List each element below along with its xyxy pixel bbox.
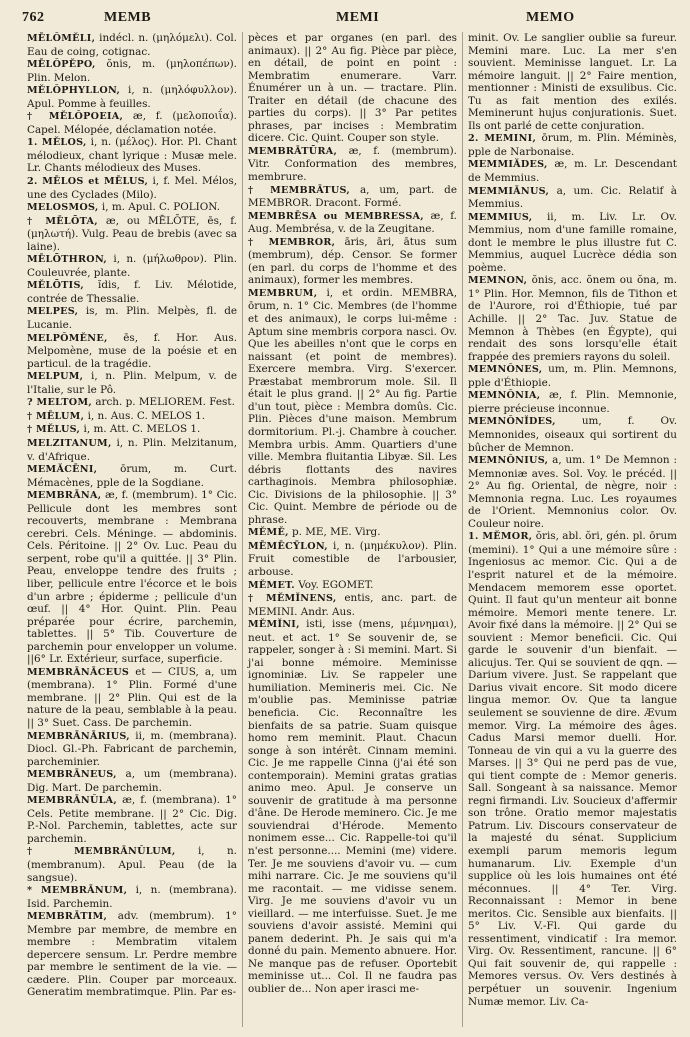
entry-definition: i, m. Att. C. MELOS 1. [83, 423, 201, 436]
entry-definition: ŏris, abl. ŏri, gén. pl. ōrum (memini). 1° Qui a une mémoire sûre : Ingeniosus ac memor. Cic. Qui a de l'esprit naturel et de la mémoire. Mendacem memorem esse oportet. Quint. Il faut qu'un menteur ait bonne mémoire. Memori mente tenere. Lr. Avoir fixé dans la mémoire. || 2° Qui se souvient : Memor beneficii. Cic. Qui garde le souvenir d'un bienfait. — alicujus. Ter. Qui se souvient de qqn. — Darium vivere. Just. Se rappelant que Darius vivait encore. Sit modo dicere lingua memor. Ov. Que ta langue seulement se souvienne de dire. Ævum memor. Virg. La mémoire des âges. Cadus Marsi memor duelli. Hor. Tonneau de vin qui a vu la guerre des Marses. || 3° Qui ne perd pas de vue, qui tient compte de : Memor generis. Sall. Songeant à sa naissance. Memor regni firmandi. Liv. Soucieux d'affermir son trône. Oratio memor majestatis Patrum. Liv. Discours conservateur de la majesté du sénat. Supplicium exempli parum memoris legum humanarum. Liv. Exemple d'un supplice où les lois humaines ont été méconnues. || 4° Ter. Virg. Reconnaissant : Memor in bene meritos. Cic. Sensible aux bienfaits. || 5° Liv. V.-Fl. Qui garde du ressentiment, vindicatif : Ira memor. Virg. Ov. Ressentiment, rancune. || 6° Qui fait souvenir de, qui rappelle : Memores versus. Ov. Vers destinés à perpétuer un souvenir. Ingenium Numæ memor. Liv. Ca- [468, 530, 677, 1008]
entry-definition: ĭdis, f. Liv. Mélotide, contrée de Thessalie. [27, 279, 237, 305]
entry-definition: i, n. Aus. C. MELOS 1. [87, 409, 206, 422]
entry-headword: MELOSMOS, [27, 202, 99, 214]
entry-headword: 2. MEMINI, [468, 133, 537, 145]
dictionary-entry [248, 579, 457, 593]
entry-definition: ōrum, m. Curt. Mémacènes, pple de la Sogdiane. [27, 463, 237, 489]
entry-definition: a, um. Cic. Relatif à Memmius. [468, 184, 678, 211]
entry-definition: āris, āri, ātus sum (membrum), dép. Censor. Se former (en parl. du corps de l'homme et des animaux), former les membres. [248, 235, 457, 287]
dictionary-entry [27, 201, 237, 215]
entry-definition: ēs, f. Hor. Aus. Melpomène, muse de la poésie et en particul. de la tragédie. [27, 331, 237, 370]
dictionary-entry [468, 274, 677, 363]
entry-headword: MEMNŎNIUS, [468, 455, 549, 467]
entry-headword: MELZITANUM, [27, 437, 112, 449]
dictionary-entry [27, 175, 237, 201]
page-number: 762 [22, 10, 45, 25]
dictionary-entry [27, 768, 237, 794]
entry-definition: entis, anc. part. de MEMINI. Andr. Aus. [248, 592, 457, 618]
entry-headword: MEMBRĒSA ou MEMBRESSA, [248, 210, 424, 222]
entry-headword: MEMBRĀTŪRA, [248, 145, 338, 157]
entry-definition: i, n. (μήλωθρον). Plin. Couleuvrée, plante. [27, 253, 237, 279]
entry-headword: † MĒLUM, [27, 410, 85, 422]
column-middle [242, 32, 462, 1027]
dictionary-entry [27, 58, 237, 84]
entry-headword: MĒLŌTHRON, [27, 254, 108, 266]
dictionary-entry [468, 530, 677, 1008]
entry-headword: † MĔLŎPOEIA, [27, 111, 124, 123]
entry-definition: i, f. Mel. Mélos, une des Cyclades (Milo). [27, 175, 237, 201]
entry-headword: MEMNŎNĬDES, [468, 416, 556, 428]
dictionary-entry [468, 211, 677, 275]
entry-headword: ? MELTOM, [27, 397, 93, 409]
page-header [22, 10, 678, 28]
dictionary-entry [27, 84, 237, 110]
dictionary-entry [27, 110, 237, 136]
dictionary-entry [27, 794, 237, 845]
dictionary-entry [27, 437, 237, 463]
dictionary-entry [248, 287, 457, 526]
entry-definition: æ, f. (μελοποιΐα). Capel. Mélopée, déclamation notée. [27, 110, 237, 136]
entry-definition: pèces et par organes (en parl. des animaux). || 2° Au fig. Pièce par pièce, en détail, de point en point : Membratim enumerare. Varr. Énumérer un à un. — tractare. Plin. Traiter en détail (de chacune des parties du corps). || 3° Par petites phrases, par incises : Membratim dicere. Cic. Quint. Couper son style. [248, 32, 457, 145]
entry-definition: is, m. Plin. Melpès, fl. de Lucanie. [27, 305, 237, 332]
entry-definition: um, m. Plin. Memnons, pple d'Éthiopie. [468, 363, 677, 389]
entry-definition: isti, isse (mens, μέμνημαι), neut. et act. 1° Se souvenir de, se rappeler, songer à : Si memini. Mart. Si j'ai bonne mémoire. Meminisse ignominiæ. Liv. Se rappeler une humiliation. Memineris mei. Cic. Ne m'oublie pas. Meminisse patriæ beneficia. Cic. Reconnaître les bienfaits de sa patrie. Suam quisque homo rem meminit. Plaut. Chacun songe à son intérêt. Cinnam memini. Cic. Je me rappelle Cinna (j'ai été son contemporain). Memini gratas gratias animo meo. Apul. Je conserve un souvenir de gratitude à ma personne d'âne. De Herode meminero. Cic. Je me souviendrai d'Hérode. Memento nonimem esse... Cic. Rappelle-toi qu'il n'est personne.... Memini (me) videre. Ter. Je me souviens d'avoir vu. — cum mihi narrare. Cic. Je me souviens qu'il me racontait. — me vidisse senem. Virg. Je me souviens d'avoir vu un vieillard. — me interfuisse. Suet. Je me souviens d'avoir assisté. Memini qui panem dederint. Ph. Je sais qui m'a donné du pain. Memento abnuere. Hor. Ne manque pas de refuser. Oportebit meminisse ut... Col. Il ne faudra pas oublier de... Non aper irasci me- [248, 618, 457, 996]
entry-headword: MĔLŎPHYLLON, [27, 85, 121, 97]
column-left [22, 32, 242, 1027]
entry-definition: i, et ordin. MEMBRA, ōrum, n. 1° Cic. Membres (de l'homme et des animaux), le corps lui-même : Aptum sine membris corpora nasci. Ov. Que les abeilles n'ont que le corps en naissant (et point de membres). Exercere membra. Virg. S'exercer. Præstabat membrorum mole. Sil. Il était le plus grand. || 2° Au fig. Partie d'un tout, pièce : Membra domûs. Cic. Plin. Pièces d'une maison. Membrum dormitorium. Pl.-j. Chambre à coucher. Membra urbis. Amm. Quartiers d'une ville. Membra fluitantia Libyæ. Sil. Les débris flottants des navires carthaginois. Membra philosophiæ. Cic. Divisions de la philosophie. || 3° Cic. Quint. Membre de période ou de phrase. [248, 286, 457, 526]
entry-definition: ŏnis, m. (μηλοπέπων). Plin. Melon. [27, 58, 237, 84]
entry-definition: um, f. Ov. Memnonides, oiseaux qui sortirent du bûcher de Memnon. [468, 415, 677, 454]
entry-definition: et — CIUS, a, um (membrana). 1° Plin. Formé d'une membrane. || 2° Plin. Qui est de la nature de la peau, semblable à la peau. || 3° Suet. Cass. De parchemin. [27, 665, 237, 729]
entry-headword: MĔMĚ, [248, 527, 289, 539]
dictionary-entry [248, 145, 457, 184]
entry-headword: MEMBRUM, [248, 287, 318, 299]
entry-definition: ii, m. Liv. Lr. Ov. Memmius, nom d'une famille romaine, dont le membre le plus illustre fut C. Memmius, auquel Lucrèce dédia son poème. [468, 210, 677, 274]
entry-definition: a, um. 1° De Memnon : Memnoniæ aves. Sol. Voy. le précéd. || 2° Au fig. Oriental, de nègre, noir : Memnonia regna. Luc. Les royaumes de l'Orient. Memnonius color. Ov. Couleur noire. [468, 454, 677, 530]
entry-headword: 2. MĒLOS et MĒLUS, [27, 176, 149, 188]
entry-headword: MELPES, [27, 306, 79, 318]
entry-headword: † MEMBRĀNŬLUM, [27, 846, 176, 858]
dictionary-entry [248, 540, 457, 579]
entry-headword: 1. MĔLOS, [27, 137, 87, 149]
entry-headword: MEMNON, [468, 275, 528, 287]
entry-definition: adv. (membrum). 1° Membre par membre, de membre en membre : Membratim vitalem depercere sensum. Lr. Perdre membre par membre le sentiment de la vie. — cædere. Plin. Couper par morceaux. Generatim membratimque. Plin. Par es- [27, 910, 237, 999]
running-head-right: MEMO [526, 10, 575, 25]
dictionary-entry [27, 910, 237, 999]
dictionary-entry [248, 184, 457, 210]
entry-definition: ŏnis, acc. ŏnem ou ŏna, m. 1° Plin. Hor. Memnon, fils de Tithon et de l'Aurore, roi d'Éthiopie, tué par Achille. || 2° Tac. Juv. Statue de Memnon à Thèbes (en Égypte), qui rendait des sons lorsqu'elle était frappée des premiers rayons du soleil. [468, 274, 677, 363]
dictionary-entry [27, 279, 237, 305]
dictionary-entry [468, 132, 677, 158]
entry-headword: MĒMĒCȲLON, [248, 540, 328, 552]
dictionary-entry [468, 185, 677, 211]
dictionary-entry [468, 454, 677, 530]
dictionary-entry [468, 415, 677, 454]
entry-headword: MEMBRĀNĀRIUS, [27, 730, 130, 742]
dictionary-entry [248, 618, 457, 995]
entry-headword: MEMMIĀNUS, [468, 185, 550, 197]
entry-headword: † MĔMĬNENS, [248, 593, 337, 605]
dictionary-entry [27, 489, 237, 666]
dictionary-entry [468, 32, 677, 132]
entry-definition: æ, f. (membrum). Vitr. Conformation des membres, membrure. [248, 144, 457, 184]
entry-definition: i, n. (membrana). Isid. Parchemin. [27, 884, 237, 910]
entry-definition: indécl. n. (μηλόμελι). Col. Eau de coing, cotignac. [27, 32, 237, 58]
entry-headword: MĒLŎMĔLI, [27, 33, 96, 44]
dictionary-entry [248, 592, 457, 618]
entry-headword: MELPUM, [27, 371, 84, 383]
entry-headword: MEMBRĀTIM, [27, 911, 108, 923]
dictionary-entry [27, 410, 237, 424]
entry-headword: MEMMIĂDES, [468, 159, 548, 171]
dictionary-entry [248, 210, 457, 236]
dictionary-entry [27, 215, 237, 254]
dictionary-entry [27, 32, 237, 58]
entry-definition: ii, m. (membrana). Diocl. Gl.-Ph. Fabricant de parchemin, parcheminier. [27, 729, 237, 768]
entry-headword: † MĔLUS, [27, 424, 81, 436]
entry-headword: † MEMBRĀTUS, [248, 184, 351, 196]
entry-headword: MĔMET. [248, 579, 295, 591]
entry-definition: æ, f. (membrum). 1° Cic. Pellicule dont les membres sont recouverts, membrane : Membrana cerebri. Cels. Méninge. — abdominis. Cels. Péritoine. || 2° Ov. Luc. Peau du serpent, robe qu'il a quittée. || 3° Plin. Peau, enveloppe tendre des fruits ; liber, pellicule entre l'écorce et le bois d'un arbre ; épiderme ; pellicule d'un œuf. || 4° Hor. Quint. Plin. Peau préparée pour écrire, parchemin, tablettes. || 5° Tib. Couverture de parchemin pour envelopper un volume. ||6° Lr. Extérieur, surface, superficie. [27, 489, 237, 666]
entry-headword: MĒLŎPĔPO, [27, 59, 96, 71]
entry-definition: i, n. (μημέκυλον). Plin. Fruit comestible de l'arbousier, arbouse. [248, 539, 457, 578]
entry-definition: i, n. (μηλόφυλλον). Apul. Pomme à feuilles. [27, 84, 237, 110]
entry-definition: arch. p. MELIOREM. Fest. [95, 396, 235, 409]
entry-definition: i, m. Apul. C. POLION. [101, 201, 221, 214]
entry-headword: MĔLŌTIS, [27, 280, 84, 292]
entry-definition: i, n. Plin. Melzitanum, v. d'Afrique. [27, 436, 237, 463]
dictionary-entry [27, 370, 237, 396]
dictionary-entry [248, 236, 457, 287]
entry-definition: minit. Ov. Le sanglier oublie sa fureur. Memini mare. Luc. La mer s'en souvient. Meminisse languet. Lr. La mémoire languit. || 2° Faire mention, mentionner : Ministi de exsulibus. Cic. Tu as fait mention des exilés. Meminerunt hujus conjurationis. Suet. Ils ont parlé de cette conjuration. [468, 32, 677, 132]
entry-headword: MEMBRĀNŬLA, [27, 795, 118, 807]
entry-headword: * MEMBRĀNUM, [27, 885, 128, 897]
dictionary-entry [248, 32, 457, 145]
dictionary-entry [27, 463, 237, 489]
dictionary-entry [27, 884, 237, 910]
entry-definition: Voy. EGOMET. [298, 578, 374, 591]
dictionary-entry [27, 136, 237, 175]
entry-headword: 1. MĔMOR, [468, 531, 533, 543]
entry-definition: æ, ou MĒLŌTE, ēs, f. (μηλωτή). Vulg. Peau de brebis (avec sa laine). [27, 214, 237, 253]
entry-headword: MEMMIUS, [468, 211, 533, 223]
entry-headword: MEMBRĀNĀCEUS [27, 666, 130, 678]
dictionary-entry [468, 158, 677, 184]
entry-headword: † MĒLŌTA, [27, 215, 98, 227]
entry-definition: æ, f. Aug. Membrésa, v. de la Zeugitane. [248, 209, 457, 236]
entry-definition: a, um (membrana). Dig. Mart. De parchemin. [27, 768, 237, 794]
entry-headword: MELPŎMĔNE, [27, 332, 108, 344]
entry-headword: MĔMĬNI, [248, 619, 300, 631]
entry-definition: æ, m. Lr. Descendant de Memmius. [468, 158, 677, 185]
entry-definition: ōrum, m. Plin. Méminès, pple de Narbonaise. [468, 132, 677, 158]
entry-definition: i, n. Plin. Melpum, v. de l'Italie, sur le Pô. [27, 370, 237, 396]
dictionary-entry [27, 423, 237, 437]
dictionary-entry [248, 526, 457, 540]
dictionary-entry [468, 363, 677, 389]
entry-definition: p. ME, ME. Virg. [292, 526, 381, 539]
dictionary-entry [27, 253, 237, 279]
entry-headword: MEMNŎNES, [468, 364, 543, 376]
dictionary-entry [27, 305, 237, 331]
dictionary-entry [27, 730, 237, 769]
column-right [462, 32, 682, 1027]
running-head-left: MEMB [104, 10, 152, 25]
entry-headword: MEMBRĀNA, [27, 490, 102, 502]
entry-definition: æ, f. Plin. Memnonie, pierre précieuse inconnue. [468, 389, 677, 415]
dictionary-entry [27, 396, 237, 410]
dictionary-entry [468, 389, 677, 415]
dictionary-columns [22, 32, 682, 1027]
entry-definition: æ, f. (membrana). 1° Cels. Petite membrane. || 2° Cic. Dig. P.-Nol. Parchemin, tablettes, acte sur parchemin. [27, 794, 238, 845]
entry-headword: MEMBRĀNEUS, [27, 769, 117, 781]
entry-definition: a, um, part. de MEMBROR. Dracont. Formé. [248, 183, 457, 210]
entry-headword: MEMĂCĒNI, [27, 464, 98, 476]
entry-definition: i, n. (membranum). Apul. Peau (de la sangsue). [27, 845, 237, 884]
entry-definition: i, n. (μέλος). Hor. Pl. Chant mélodieux, chant lyrique : Musæ mele. Lr. Chants mélodieux des Muses. [27, 136, 237, 175]
running-head-center: MEMI [336, 10, 380, 25]
dictionary-entry [27, 666, 237, 730]
dictionary-entry [27, 845, 237, 884]
dictionary-entry [27, 332, 237, 371]
entry-headword: † MEMBROR, [248, 236, 336, 248]
entry-headword: MEMNŎNIA, [468, 390, 541, 402]
